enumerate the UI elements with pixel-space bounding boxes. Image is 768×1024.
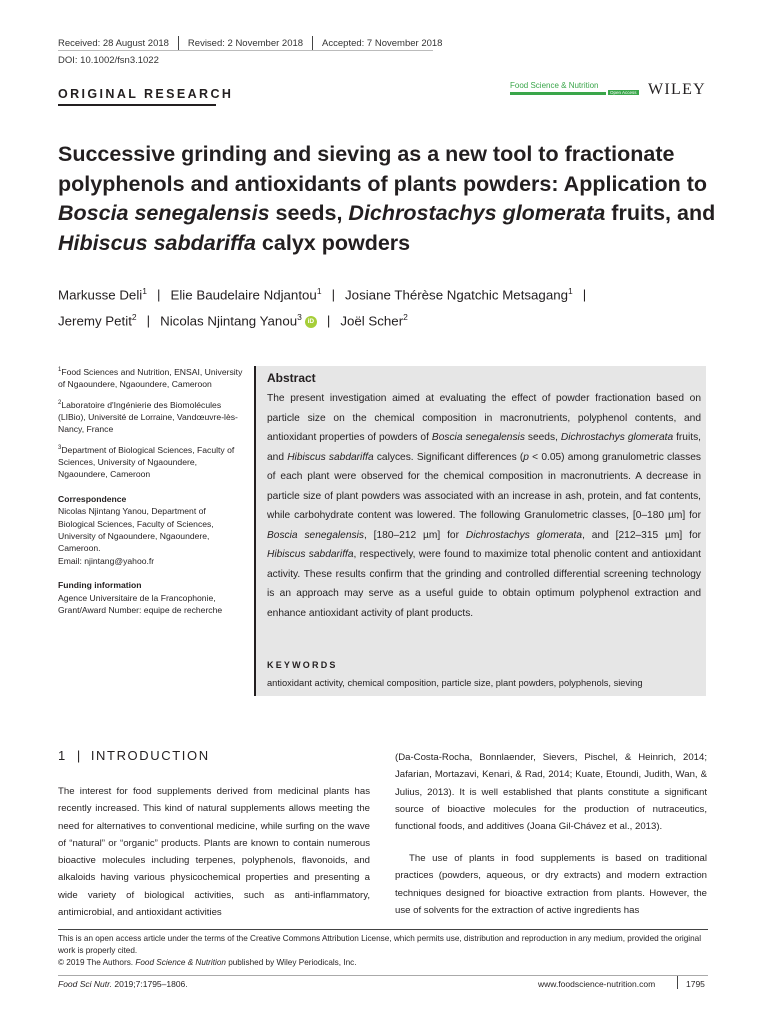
article-title: Successive grinding and sieving as a new tool to fractionate polyphenols and antioxidants of plants powders: Application to Boscia senegalensis seeds, Dichrostachys glomerata fruits, and Hibiscus sabdariffa calyx powders xyxy=(58,142,716,255)
author-name[interactable]: Joël Scher xyxy=(340,313,404,329)
publisher-logo: WILEY xyxy=(648,81,707,98)
affiliation: $^2$Laboratoire d'Ingénierie des Biomolécules (LIBio), Université de Lorraine, Vandœuvre-lès-Nancy, France xyxy=(58,399,238,435)
open-access-tag: Open Access xyxy=(610,90,637,95)
author-affiliation-marker: 2 xyxy=(403,312,408,322)
correspondence-body: Nicolas Njintang Yanou, Department of Biological Sciences, Faculty of Sciences, University of Ngaoundere, Ngaoundere, Cameroon. xyxy=(58,506,214,554)
author-name[interactable]: Markusse Deli xyxy=(58,287,143,303)
abstract-heading: Abstract xyxy=(267,371,316,385)
doi[interactable]: DOI: 10.1002/fsn3.1022 xyxy=(58,55,159,66)
correspondence-email[interactable]: Email: njintang@yahoo.fr xyxy=(58,555,155,566)
article-info-column xyxy=(58,364,243,616)
copyright-line: © 2019 The Authors. Food Science & Nutrition published by Wiley Periodicals, Inc. xyxy=(58,958,357,967)
funding-heading: Funding information xyxy=(58,580,142,591)
abstract-rule xyxy=(254,366,256,696)
license-note: This is an open access article under the terms of the Creative Commons Attribution License, which permits use, distribution and reproduction in any medium, provided the original work is properly cited. xyxy=(58,934,702,955)
abstract-text: The present investigation aimed at evaluating the effect of powder fractionation based on particle size on the chemical composition in macronutrients, polyphenol contents, and antioxidant properties of powders of Boscia senegalensis seeds, Dichrostachys glomerata fruits, and Hibiscus sabdariffa calyces. Significant differences (p < 0.05) among granulometric classes of each plant were observed for the chemical composition in macronutrients. A decrease in particle size of plant powders was associated with an increase in ash, protein, and fat contents, while carbohydrate content was lowered. The following Granulometric classes, [0–180 µm] for Boscia senegalensis, [180–212 µm] for Dichrostachys glomerata, and [212–315 µm] for Hibiscus sabdariffa, respectively, were found to maximize total phenolic content and antioxidant activity. These results confirm that the grinding and controlled differential screening technology is an approach may serve as a useful guide to obtain optimum polyphenol extraction and enhance antioxidant activity of plant products. xyxy=(267,393,702,619)
intro-paragraph-left: The interest for food supplements derived from medicinal plants has recently increased. This kind of natural supplements allows meeting the need for alternatives to conventional medicine, while surfing on the wave of “natural” or “organic” products. Plants are known to contain numerous bioactive molecules including terpenes, polyphenols, flavonoids, and alkaloids having various physicochemical properties and presenting a wide variety of biological activities, such as anti-inflammatory, antimicrobial, and antioxidant activities xyxy=(58,786,370,919)
authors-line-1: Markusse Deli$^1$ | Elie Baudelaire Ndjantou$^1$ | Josiane Thérèse Ngatchic Metsagang$^1$ | xyxy=(58,286,587,303)
footer-rule xyxy=(58,929,708,930)
citation-line: Food Sci Nutr. 2019;7:1795–1806. xyxy=(58,979,188,989)
affiliation: $^3$Department of Biological Sciences, Faculty of Sciences, University of Ngaoundere, Ngaoundere, Cameroon xyxy=(58,444,235,480)
received-date: Received: 28 August 2018 xyxy=(58,37,169,49)
revised-date: Revised: 2 November 2018 xyxy=(187,37,304,49)
dates-line xyxy=(58,36,442,50)
journal-website-link[interactable]: www.foodscience-nutrition.com xyxy=(538,979,656,989)
author-affiliation-marker: 1 xyxy=(316,286,322,296)
orcid-icon[interactable]: iD xyxy=(305,316,317,328)
section-rule xyxy=(58,104,216,106)
divider xyxy=(178,36,179,50)
funding-body: Agence Universitaire de la Francophonie, Grant/Award Number: equipe de recherche xyxy=(58,592,223,616)
authors-line-2: Jeremy Petit$^2$ | Nicolas Njintang Yanou$^3$ iD | Joël Scher$^2$ xyxy=(58,312,408,329)
section-title: INTRODUCTION xyxy=(90,748,210,763)
author-name[interactable]: Josiane Thérèse Ngatchic Metsagang xyxy=(345,287,569,303)
author-name[interactable]: Elie Baudelaire Ndjantou xyxy=(170,287,317,303)
intro-paragraph-right-2: The use of plants in food supplements is based on traditional practices (powders, aqueous, or dry extracts) and modern extraction techniques designed for bioactive extraction from plants. However, the use of solvents for the extraction of active ingredients has xyxy=(395,853,707,916)
journal-name: Food Science & Nutrition xyxy=(510,81,599,90)
author-name[interactable]: Nicolas Njintang Yanou xyxy=(160,313,298,329)
section-heading-introduction: 1 | INTRODUCTION xyxy=(58,748,210,763)
section-label: ORIGINAL RESEARCH xyxy=(58,87,234,101)
author-affiliation-marker: 2 xyxy=(131,312,137,322)
author-affiliation-marker: 1 xyxy=(568,286,573,296)
author-affiliation-marker: 1 xyxy=(142,286,147,296)
section-number: 1 xyxy=(58,748,67,763)
correspondence-heading: Correspondence xyxy=(58,493,127,504)
author-affiliation-marker: 3 xyxy=(297,312,302,322)
keywords-heading: KEYWORDS xyxy=(267,660,338,670)
affiliation: $^1$Food Sciences and Nutrition, ENSAI, University of Ngaoundere, Ngaoundere, Cameroon xyxy=(58,366,243,390)
intro-paragraph-right-1: (Da-Costa-Rocha, Bonnlaender, Sievers, Pischel, & Heinrich, 2014; Jafarian, Mortazavi, Kenari, & Rad, 2014; Kuate, Etoundi, Judith, Wan, & Julius, 2013). It is well established that plants constitute a significant source of bioactive molecules for the production of nutraceutics, functional foods, and additives (Joana Gil-Chávez et al., 2013). xyxy=(395,752,707,833)
journal-logo xyxy=(510,81,637,95)
journal-logo-bar xyxy=(510,92,606,95)
divider xyxy=(677,976,678,989)
header-rule xyxy=(58,50,433,51)
divider xyxy=(312,36,313,50)
keywords-text: antioxidant activity, chemical composition, particle size, plant powders, polyphenols, sieving xyxy=(267,678,643,688)
author-name[interactable]: Jeremy Petit xyxy=(58,313,132,329)
accepted-date: Accepted: 7 November 2018 xyxy=(322,37,443,49)
page-number: 1795 xyxy=(686,979,705,989)
footer-rule-bottom xyxy=(58,975,708,976)
